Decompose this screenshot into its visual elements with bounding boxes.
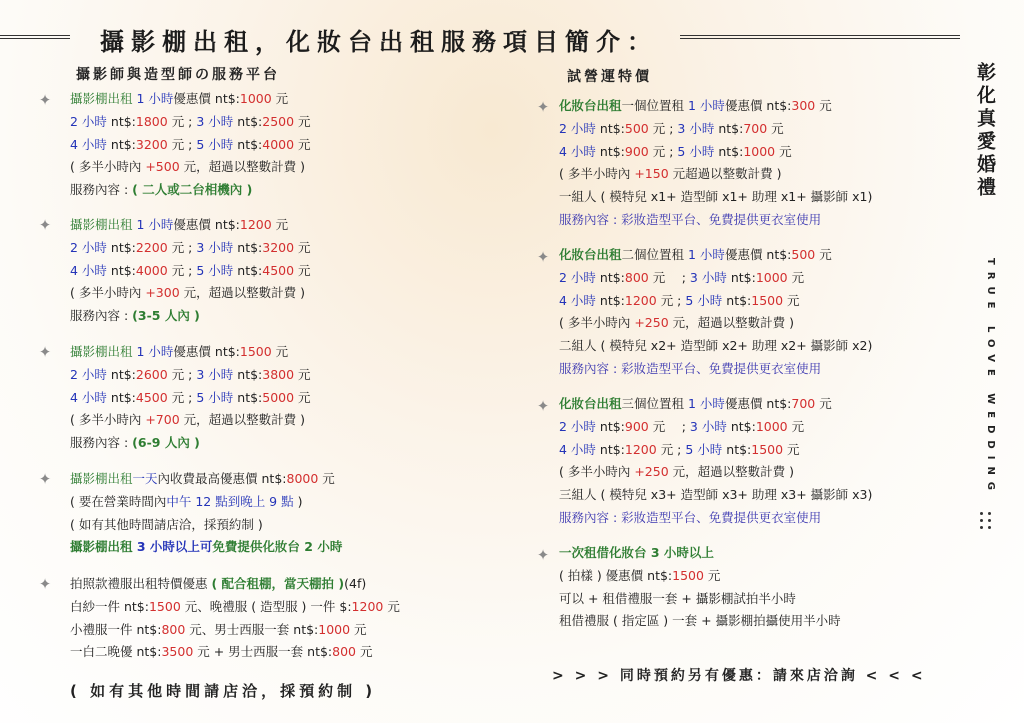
sparkle-star-icon: ✦: [38, 470, 52, 488]
gown-rental-offer: 拍照款禮服出租特價優惠 ( 配合租棚，當天棚拍 )(4f) 白紗一件 nt$:1500 元、晚禮服 ( 造型服 ) 一件 $:1200 元 小禮服一件 nt$:800 元、男士西服一套 nt$:1000 元 一白二晚優 nt$:3500 元 + 男士西服一套 nt$:800 元: [70, 576, 400, 660]
page-title: 攝影棚出租，化妝台出租服務項目簡介：: [100, 28, 658, 56]
brand-name-cn: 彰化真愛婚禮: [974, 62, 996, 200]
sparkle-star-icon: ✦: [536, 397, 550, 415]
sparkle-star-icon: ✦: [38, 91, 52, 109]
brand-dots: [974, 512, 996, 529]
brand-name-en: TRUE LOVE WEDDING: [985, 258, 996, 498]
right-section-title: 試營運特價: [567, 69, 652, 85]
makeup-trial-offer: 一次租借化妝台 3 小時以上 ( 拍樣 ) 優惠價 nt$:1500 元 可以 + 租借禮服一套 + 攝影棚試拍半小時 租借禮服 ( 指定區 ) 一套 + 攝影棚拍攝使用半小時: [559, 545, 841, 629]
plan-hours-line: 4 小時 nt$:3200 元 ; 5 小時 nt$:4000 元: [70, 136, 311, 152]
plan-rate-line: 攝影棚出租 1 小時優惠價 nt$:1000 元: [70, 91, 289, 106]
sparkle-star-icon: ✦: [536, 98, 550, 116]
left-footer-note: ( 如有其他時間請店洽，採預約制 ): [70, 682, 377, 700]
plan-service-line: 服務內容 : ( 二人或二台相機內 ): [70, 182, 253, 198]
plan-extra-line: ( 多半小時內 +500 元，超過以整數計費 ): [70, 159, 305, 175]
title-row: [0, 22, 960, 56]
studio-day-plan: 攝影棚出租一天內收費最高優惠價 nt$:8000 元 ( 要在營業時間內中午 12 點到晚上 9 點 ) ( 如有其他時間請店洽，採預約制 ) 攝影棚出租 3 小時以上可免費提供化妝台 2 小時: [70, 471, 343, 555]
sparkle-star-icon: ✦: [536, 248, 550, 266]
sparkle-star-icon: ✦: [38, 343, 52, 361]
sparkle-star-icon: ✦: [38, 216, 52, 234]
studio-plan-2: 攝影棚出租 1 小時優惠價 nt$:1200 元 2 小時 nt$:2200 元 ; 3 小時 nt$:3200 元 4 小時 nt$:4000 元 ; 5 小時 nt$:4500 元 ( 多半小時內 +300 元，超過以整數計費 ) 服務內容 : (3-5 人內 ): [70, 217, 311, 324]
makeup-plan-1: 化妝台出租一個位置租 1 小時優惠價 nt$:300 元 2 小時 nt$:500 元 ; 3 小時 nt$:700 元 4 小時 nt$:900 元 ; 5 小時 nt$:1000 元 ( 多半小時內 +150 元超過以整數計費 ) 一組人 ( 模特兒 x1+ 造型師 x1+ 助理 x1+ 攝影師 x1) 服務內容 : 彩妝造型平台、免費提供更衣室使用: [559, 98, 873, 227]
sparkle-star-icon: ✦: [38, 575, 52, 593]
makeup-plan-2: 化妝台出租二個位置租 1 小時優惠價 nt$:500 元 2 小時 nt$:800 元 ; 3 小時 nt$:1000 元 4 小時 nt$:1200 元 ; 5 小時 nt$:1500 元 ( 多半小時內 +250 元，超過以整數計費 ) 二組人 ( 模特兒 x2+ 造型師 x2+ 助理 x2+ 攝影師 x2) 服務內容 : 彩妝造型平台、免費提供更衣室使用: [559, 247, 873, 376]
makeup-plan-3: 化妝台出租三個位置租 1 小時優惠價 nt$:700 元 2 小時 nt$:900 元 ; 3 小時 nt$:1000 元 4 小時 nt$:1200 元 ; 5 小時 nt$:1500 元 ( 多半小時內 +250 元，超過以整數計費 ) 三組人 ( 模特兒 x3+ 造型師 x3+ 助理 x3+ 攝影師 x3) 服務內容 : 彩妝造型平台、免費提供更衣室使用: [559, 396, 873, 525]
right-footer-note: > > > 同時預約另有優惠：請來店洽詢 < < <: [552, 668, 926, 684]
plan-hours-line: 2 小時 nt$:1800 元 ; 3 小時 nt$:2500 元: [70, 113, 311, 129]
title-rule-right: [680, 35, 960, 39]
sparkle-star-icon: ✦: [536, 546, 550, 564]
studio-plan-3: 攝影棚出租 1 小時優惠價 nt$:1500 元 2 小時 nt$:2600 元 ; 3 小時 nt$:3800 元 4 小時 nt$:4500 元 ; 5 小時 nt$:5000 元 ( 多半小時內 +700 元，超過以整數計費 ) 服務內容 : (6-9 人內 ): [70, 344, 311, 451]
studio-plan-1: [70, 88, 311, 202]
left-section-title: 攝影師與造型師の服務平台: [76, 67, 280, 83]
title-rule-left: [0, 35, 70, 39]
